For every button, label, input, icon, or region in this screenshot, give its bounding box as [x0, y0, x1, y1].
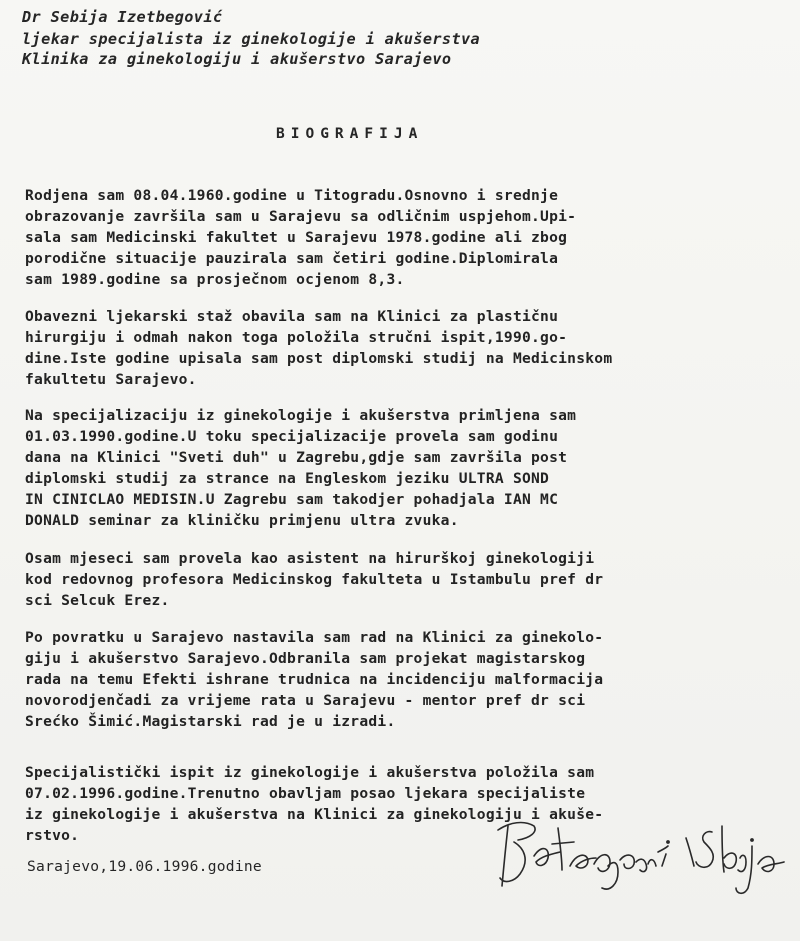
text-line: hirurgiju i odmah nakon toga položila stručni ispit,1990.go- [25, 329, 568, 346]
text-line: dana na Klinici "Sveti duh" u Zagrebu,gdje sam završila post [25, 449, 568, 466]
text-line: Na specijalizaciju iz ginekologije i akušerstva primljena sam [25, 407, 577, 424]
paragraph-return [25, 627, 785, 732]
text-line: Specijalistički ispit iz ginekologije i akušerstva položila sam [25, 764, 595, 781]
text-line: Srećko Šimić.Magistarski rad je u izradi. [25, 713, 396, 730]
author-clinic: Klinika za ginekologiju i akušerstvo Sarajevo [22, 50, 452, 68]
text-line: giju i akušerstvo Sarajevo.Odbranila sam projekat magistarskog [25, 650, 586, 667]
text-line: 07.02.1996.godine.Trenutno obavljam posao ljekara specijaliste [25, 785, 586, 802]
text-line: sci Selcuk Erez. [25, 592, 170, 609]
text-line: Rodjena sam 08.04.1960.godine u Titogradu.Osnovno i srednje [25, 187, 559, 204]
text-line: sala sam Medicinski fakultet u Sarajevu 1978.godine ali zbog [25, 229, 568, 246]
text-line: rada na temu Efekti ishrane trudnica na incidenciju malformacija [25, 671, 604, 688]
text-line: obrazovanje završila sam u Sarajevu sa odličnim uspjehom.Upi- [25, 208, 577, 225]
text-line: diplomski studij za strance na Engleskom jeziku ULTRA SOND [25, 470, 550, 487]
text-line: Po povratku u Sarajevo nastavila sam rad na Klinici za ginekolo- [25, 629, 604, 646]
handwritten-signature [490, 808, 790, 900]
text-line: rstvo. [25, 827, 80, 844]
text-line: iz ginekologije i akušerstva na Klinici za ginekologiju i akuše- [25, 806, 604, 823]
text-line: DONALD seminar za kliničku primjenu ultra zvuka. [25, 512, 459, 529]
text-line: Osam mjeseci sam provela kao asistent na hirurškoj ginekologiji [25, 550, 595, 567]
text-line: Obavezni ljekarski staž obavila sam na Klinici za plastičnu [25, 308, 559, 325]
paragraph-istanbul [25, 548, 785, 611]
author-position: ljekar specijalista iz ginekologije i akušerstva [22, 30, 481, 48]
paragraph-specialization [25, 405, 785, 531]
text-line: novorodjenčadi za vrijeme rata u Sarajevu - mentor pref dr sci [25, 692, 586, 709]
author-name: Dr Sebija Izetbegović [22, 8, 223, 26]
paragraph-internship [25, 306, 785, 390]
text-line: porodične situacije pauzirala sam četiri godine.Diplomirala [25, 250, 559, 267]
place-and-date: Sarajevo,19.06.1996.godine [27, 858, 262, 875]
text-line: dine.Iste godine upisala sam post diplomski studij na Medicinskom [25, 350, 613, 367]
document-title: BIOGRAFIJA [276, 126, 424, 142]
text-line: fakultetu Sarajevo. [25, 371, 197, 388]
paragraph-education [25, 185, 785, 290]
text-line: 01.03.1990.godine.U toku specijalizacije provela sam godinu [25, 428, 559, 445]
text-line: sam 1989.godine sa prosječnom ocjenom 8,3. [25, 271, 405, 288]
text-line: IN CINICLAO MEDISIN.U Zagrebu sam takodjer pohadjala IAN MC [25, 491, 559, 508]
text-line: kod redovnog profesora Medicinskog fakulteta u Istambulu pref dr [25, 571, 604, 588]
